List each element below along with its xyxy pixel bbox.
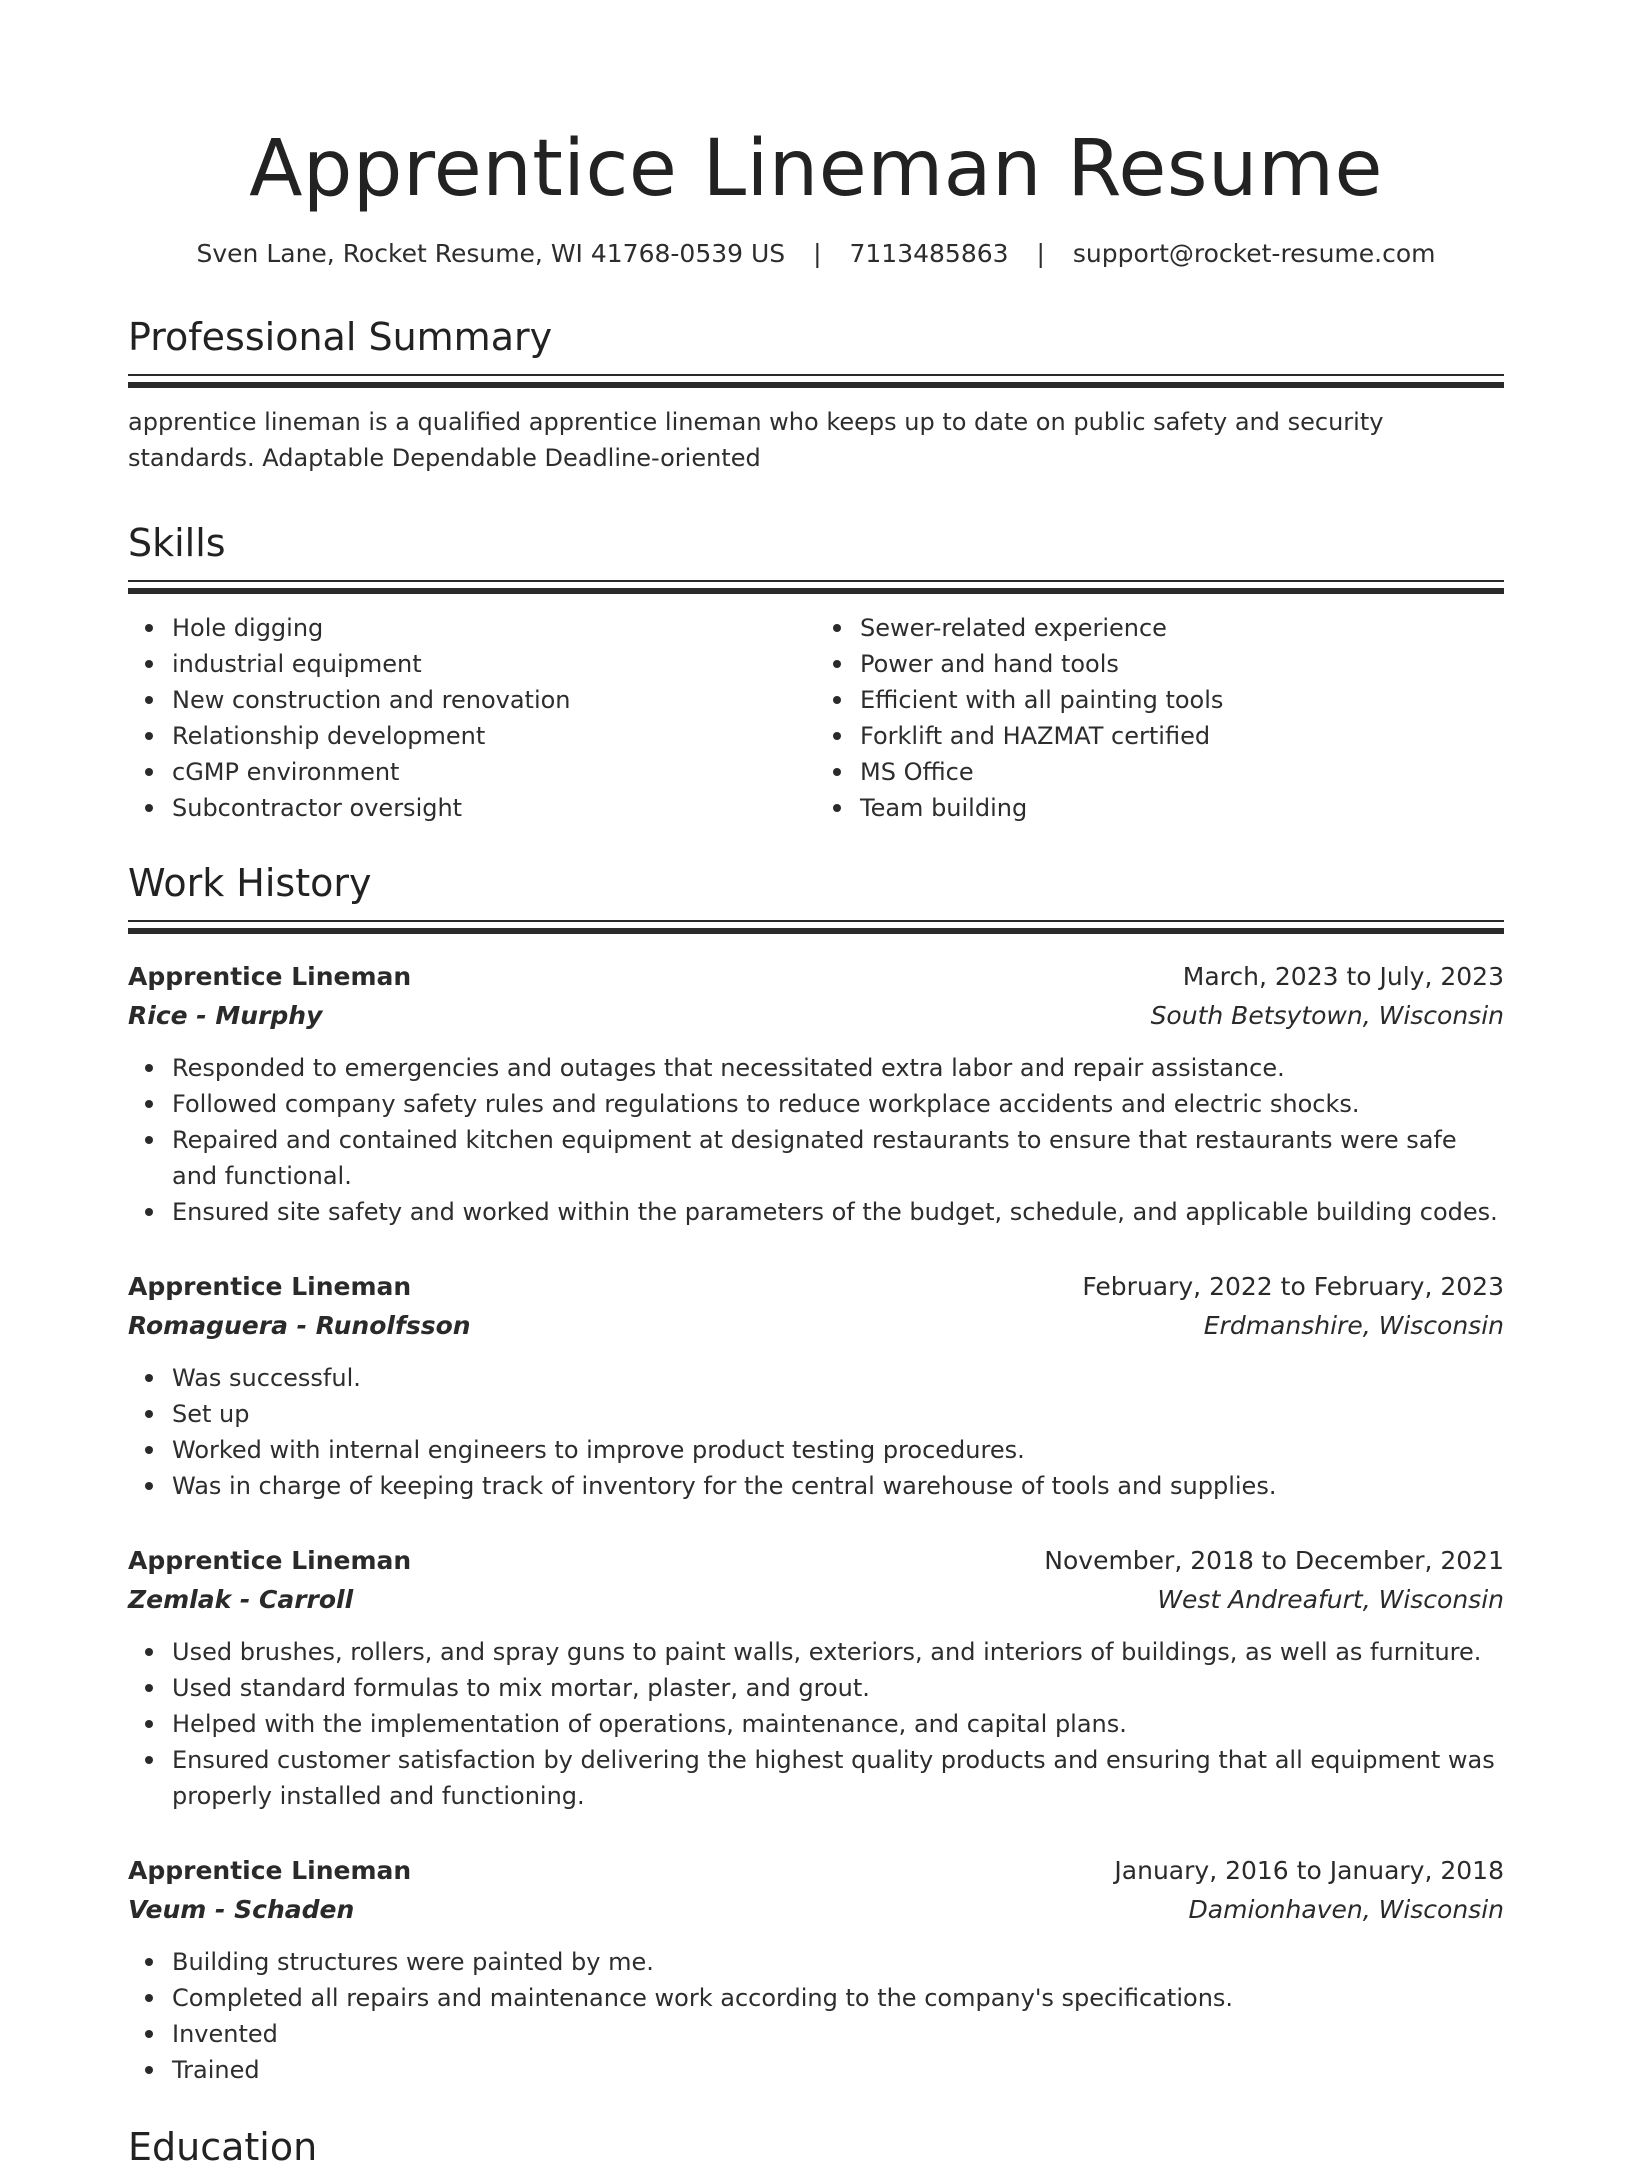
skill-item: Forklift and HAZMAT certified — [860, 718, 1504, 754]
job-duties-list — [128, 1944, 1504, 2088]
skill-item: Hole digging — [172, 610, 816, 646]
section-divider-thick — [128, 588, 1504, 594]
section-divider-thick — [128, 928, 1504, 934]
section-divider — [128, 920, 1504, 922]
skill-item: cGMP environment — [172, 754, 816, 790]
job-header-row — [128, 958, 1504, 996]
contact-separator: | — [1036, 239, 1045, 268]
professional-summary-section — [128, 312, 1504, 476]
section-heading-education: Education — [128, 2125, 318, 2169]
job-duty-item: Ensured customer satisfaction by delivering the highest quality products and ensuring that all equipment was properly installed and functioning. — [172, 1742, 1504, 1814]
contact-separator: | — [813, 239, 822, 268]
job-location: West Andreafurt, Wisconsin — [1157, 1585, 1504, 1614]
job-entry — [128, 1852, 1504, 2088]
job-duty-item: Followed company safety rules and regulations to reduce workplace accidents and electric shocks. — [172, 1086, 1504, 1122]
job-entry — [128, 1268, 1504, 1504]
job-company-row — [128, 996, 1504, 1036]
skills-list-left — [128, 610, 816, 826]
job-duty-item: Worked with internal engineers to improve product testing procedures. — [172, 1432, 1504, 1468]
job-duty-item: Used standard formulas to mix mortar, plaster, and grout. — [172, 1670, 1504, 1706]
section-heading-skills: Skills — [128, 521, 226, 565]
job-location: Damionhaven, Wisconsin — [1188, 1895, 1504, 1924]
job-duty-item: Completed all repairs and maintenance work according to the company's specifications. — [172, 1980, 1504, 2016]
job-duties-list — [128, 1634, 1504, 1814]
job-duties-list — [128, 1050, 1504, 1230]
job-company: Romaguera - Runolfsson — [128, 1311, 471, 1340]
job-header-row — [128, 1542, 1504, 1580]
skill-item: Power and hand tools — [860, 646, 1504, 682]
education-section — [128, 2122, 1504, 2172]
skills-section — [128, 518, 1504, 826]
section-heading-work: Work History — [128, 861, 372, 905]
summary-text: apprentice lineman is a qualified apprentice lineman who keeps up to date on public safety and security standards. Adaptable Dependable Deadline-oriented — [128, 408, 1384, 472]
resume-page — [128, 0, 1504, 2172]
job-dates: February, 2022 to February, 2023 — [1082, 1272, 1504, 1301]
job-entry — [128, 1542, 1504, 1814]
skills-list-right — [816, 610, 1504, 826]
job-location: South Betsytown, Wisconsin — [1150, 1001, 1504, 1030]
job-duty-item: Used brushes, rollers, and spray guns to paint walls, exteriors, and interiors of buildings, as well as furniture. — [172, 1634, 1504, 1670]
skill-item: industrial equipment — [172, 646, 816, 682]
job-location: Erdmanshire, Wisconsin — [1203, 1311, 1504, 1340]
job-duties-list — [128, 1360, 1504, 1504]
job-duty-item: Was in charge of keeping track of inventory for the central warehouse of tools and supplies. — [172, 1468, 1504, 1504]
skill-item: Subcontractor oversight — [172, 790, 816, 826]
job-company-row — [128, 1580, 1504, 1620]
contact-address: Sven Lane, Rocket Resume, WI 41768-0539 US — [196, 239, 786, 268]
job-duty-item: Responded to emergencies and outages that necessitated extra labor and repair assistance. — [172, 1050, 1504, 1086]
skill-item: New construction and renovation — [172, 682, 816, 718]
job-title: Apprentice Lineman — [128, 1856, 412, 1885]
resume-title: Apprentice Lineman Resume — [249, 124, 1383, 214]
section-divider — [128, 580, 1504, 582]
job-company: Zemlak - Carroll — [128, 1585, 354, 1614]
skill-item: Team building — [860, 790, 1504, 826]
skills-columns — [128, 610, 1504, 826]
job-header-row — [128, 1852, 1504, 1890]
section-divider — [128, 374, 1504, 376]
job-duty-item: Was successful. — [172, 1360, 1504, 1396]
section-divider-thick — [128, 382, 1504, 388]
job-company: Rice - Murphy — [128, 1001, 323, 1030]
skill-item: Relationship development — [172, 718, 816, 754]
job-dates: January, 2016 to January, 2018 — [1114, 1856, 1504, 1885]
skill-item: Efficient with all painting tools — [860, 682, 1504, 718]
job-title: Apprentice Lineman — [128, 1272, 412, 1301]
contact-phone: 7113485863 — [849, 239, 1009, 268]
contact-email: support@rocket-resume.com — [1072, 239, 1436, 268]
job-title: Apprentice Lineman — [128, 962, 412, 991]
job-duty-item: Repaired and contained kitchen equipment at designated restaurants to ensure that restaurants were safe and functional. — [172, 1122, 1504, 1194]
skill-item: Sewer-related experience — [860, 610, 1504, 646]
job-entry — [128, 958, 1504, 1230]
job-header-row — [128, 1268, 1504, 1306]
job-dates: November, 2018 to December, 2021 — [1044, 1546, 1504, 1575]
job-duty-item: Ensured site safety and worked within the parameters of the budget, schedule, and applicable building codes. — [172, 1194, 1504, 1230]
contact-line — [128, 238, 1504, 270]
job-duty-item: Invented — [172, 2016, 1504, 2052]
job-company-row — [128, 1890, 1504, 1930]
skill-item: MS Office — [860, 754, 1504, 790]
job-title: Apprentice Lineman — [128, 1546, 412, 1575]
job-company: Veum - Schaden — [128, 1895, 355, 1924]
section-heading-summary: Professional Summary — [128, 315, 553, 359]
work-history-section — [128, 858, 1504, 2088]
job-duty-item: Helped with the implementation of operations, maintenance, and capital plans. — [172, 1706, 1504, 1742]
job-duty-item: Trained — [172, 2052, 1504, 2088]
job-dates: March, 2023 to July, 2023 — [1182, 962, 1504, 991]
job-duty-item: Building structures were painted by me. — [172, 1944, 1504, 1980]
job-duty-item: Set up — [172, 1396, 1504, 1432]
job-company-row — [128, 1306, 1504, 1346]
